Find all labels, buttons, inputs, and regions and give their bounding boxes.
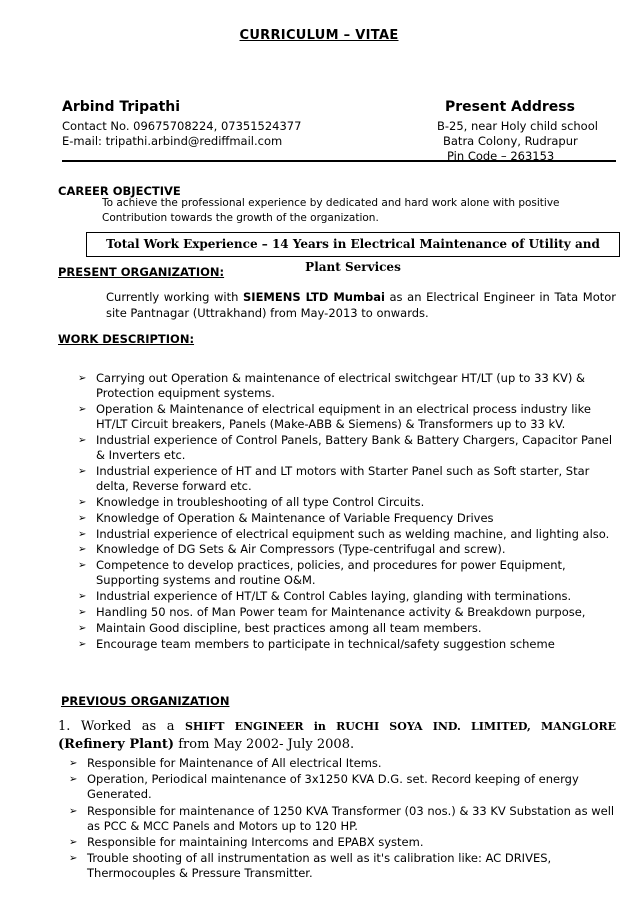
address-line-2: Batra Colony, Rudrapur [443, 134, 578, 148]
intro-dates: from May 2002- July 2008. [174, 737, 355, 752]
header-divider [62, 160, 616, 162]
total-experience-box: Total Work Experience – 14 Years in Electrical Maintenance of Utility and Plant Services [86, 232, 620, 257]
arrow-bullet-icon: ➢ [78, 466, 87, 477]
list-item [69, 851, 617, 881]
list-item-text: Maintain Good discipline, best practices among all team members. [96, 620, 482, 635]
arrow-bullet-icon: ➢ [78, 638, 87, 650]
address-line-3: Pin Code – 263153 [447, 149, 555, 163]
list-item [69, 756, 617, 771]
list-item-text: Responsible for maintaining Intercoms and EPABX system. [87, 835, 424, 850]
list-item [78, 542, 616, 557]
arrow-bullet-icon: ➢ [78, 591, 87, 603]
list-item-text: Knowledge of DG Sets & Air Compressors (Type-centrifugal and screw). [96, 542, 506, 557]
present-organization-heading: PRESENT ORGANIZATION: [58, 265, 225, 279]
list-item-text: Knowledge in troubleshooting of all type Control Circuits. [96, 495, 425, 509]
arrow-bullet-icon: ➢ [78, 512, 87, 524]
career-objective-line-1: To achieve the professional experience by dedicated and hard work alone with positive [102, 197, 560, 209]
arrow-bullet-icon: ➢ [69, 758, 78, 769]
arrow-bullet-icon: ➢ [78, 606, 87, 618]
address-line-1: B-25, near Holy child school [437, 119, 598, 133]
email-address: E-mail: tripathi.arbind@rediffmail.com [62, 134, 283, 148]
present-org-text-before: Currently working with [106, 290, 244, 304]
list-item [78, 433, 616, 463]
intro-role: SHIFT ENGINEER in RUCHI SOYA IND. LIMITED, MANGLORE [184, 720, 616, 733]
list-item-text: Knowledge of Operation & Maintenance of Variable Frequency Drives [96, 510, 494, 525]
list-item [78, 604, 616, 620]
list-item [78, 558, 616, 588]
arrow-bullet-icon: ➢ [78, 560, 87, 572]
career-objective-text [102, 196, 560, 226]
list-item-text: Competence to develop practices, policies, and procedures for power Equipment, Supporting systems and routine O&M. [96, 558, 566, 588]
arrow-bullet-icon: ➢ [69, 774, 78, 786]
present-organization-text [106, 289, 616, 321]
previous-organization-intro [58, 718, 616, 754]
arrow-bullet-icon: ➢ [78, 497, 87, 508]
list-item [69, 835, 617, 850]
list-item [78, 620, 616, 636]
list-item [78, 402, 616, 432]
list-item-text: Encourage team members to participate in technical/safety suggestion scheme [96, 636, 555, 651]
address-heading: Present Address [445, 99, 575, 115]
list-item-text: Trouble shooting of all instrumentation as well as it's calibration like: AC DRIVES, Thermocouples & Pressure Transmitter. [87, 851, 552, 881]
intro-plant: (Refinery Plant) [58, 737, 175, 752]
arrow-bullet-icon: ➢ [69, 837, 78, 849]
list-item [78, 464, 616, 494]
list-item-text: Carrying out Operation & maintenance of electrical switchgear HT/LT (up to 33 KV) & Protection equipment systems. [96, 371, 585, 401]
work-description-heading: WORK DESCRIPTION: [58, 332, 195, 346]
candidate-name: Arbind Tripathi [62, 99, 181, 115]
document-title: CURRICULUM – VITAE [239, 28, 399, 43]
work-description-list [78, 371, 616, 652]
list-item [78, 526, 616, 542]
list-item [78, 510, 616, 526]
arrow-bullet-icon: ➢ [78, 544, 87, 556]
list-item-text: Industrial experience of HT and LT motors with Starter Panel such as Soft starter, Star delta, Reverse forward etc. [96, 464, 590, 494]
arrow-bullet-icon: ➢ [78, 435, 87, 446]
list-item-text: Handling 50 nos. of Man Power team for Maintenance activity & Breakdown purpose, [96, 604, 586, 619]
list-item-text: Industrial experience of electrical equipment such as welding machine, and lighting also. [96, 526, 610, 541]
list-item-text: Operation, Periodical maintenance of 3x1250 KVA D.G. set. Record keeping of energy Generated. [87, 772, 579, 802]
list-item [69, 772, 617, 802]
list-item [78, 589, 616, 604]
list-item [78, 371, 616, 401]
previous-organization-list [69, 756, 617, 883]
arrow-bullet-icon: ➢ [78, 528, 87, 540]
contact-number: Contact No. 09675708224, 07351524377 [62, 119, 302, 133]
list-item-text: Industrial experience of Control Panels, Battery Bank & Battery Chargers, Capacitor Panel & Inverters etc. [96, 433, 613, 463]
list-item [78, 495, 616, 510]
list-item-text: Responsible for maintenance of 1250 KVA Transformer (03 nos.) & 33 KV Substation as well as PCC & MCC Panels and Motors up to 120 HP. [87, 803, 615, 833]
intro-number: 1. Worked as a [58, 719, 185, 734]
list-item [69, 803, 617, 834]
previous-organization-heading: PREVIOUS ORGANIZATION [61, 694, 230, 708]
present-org-text-after: as an Electrical Engineer in Tata Motor site Pantnagar (Uttrakhand) from May-2013 to onwards. [106, 290, 616, 320]
list-item-text: Industrial experience of HT/LT & Control Cables laying, glanding with terminations. [96, 589, 572, 604]
present-org-company: SIEMENS LTD Mumbai [243, 290, 385, 304]
arrow-bullet-icon: ➢ [69, 853, 78, 865]
list-item-text: Responsible for Maintenance of All electrical Items. [87, 756, 382, 770]
arrow-bullet-icon: ➢ [78, 622, 87, 634]
arrow-bullet-icon: ➢ [78, 404, 87, 415]
list-item [78, 636, 616, 652]
career-objective-line-2: Contribution towards the growth of the organization. [102, 212, 379, 224]
arrow-bullet-icon: ➢ [78, 373, 87, 384]
career-objective-heading: CAREER OBJECTIVE [58, 184, 181, 198]
list-item-text: Operation & Maintenance of electrical equipment in an electrical process industry like HT/LT Circuit breakers, Panels (Make-ABB & Siemens) & Transformers up to 33 kV. [96, 402, 591, 432]
arrow-bullet-icon: ➢ [69, 805, 78, 817]
